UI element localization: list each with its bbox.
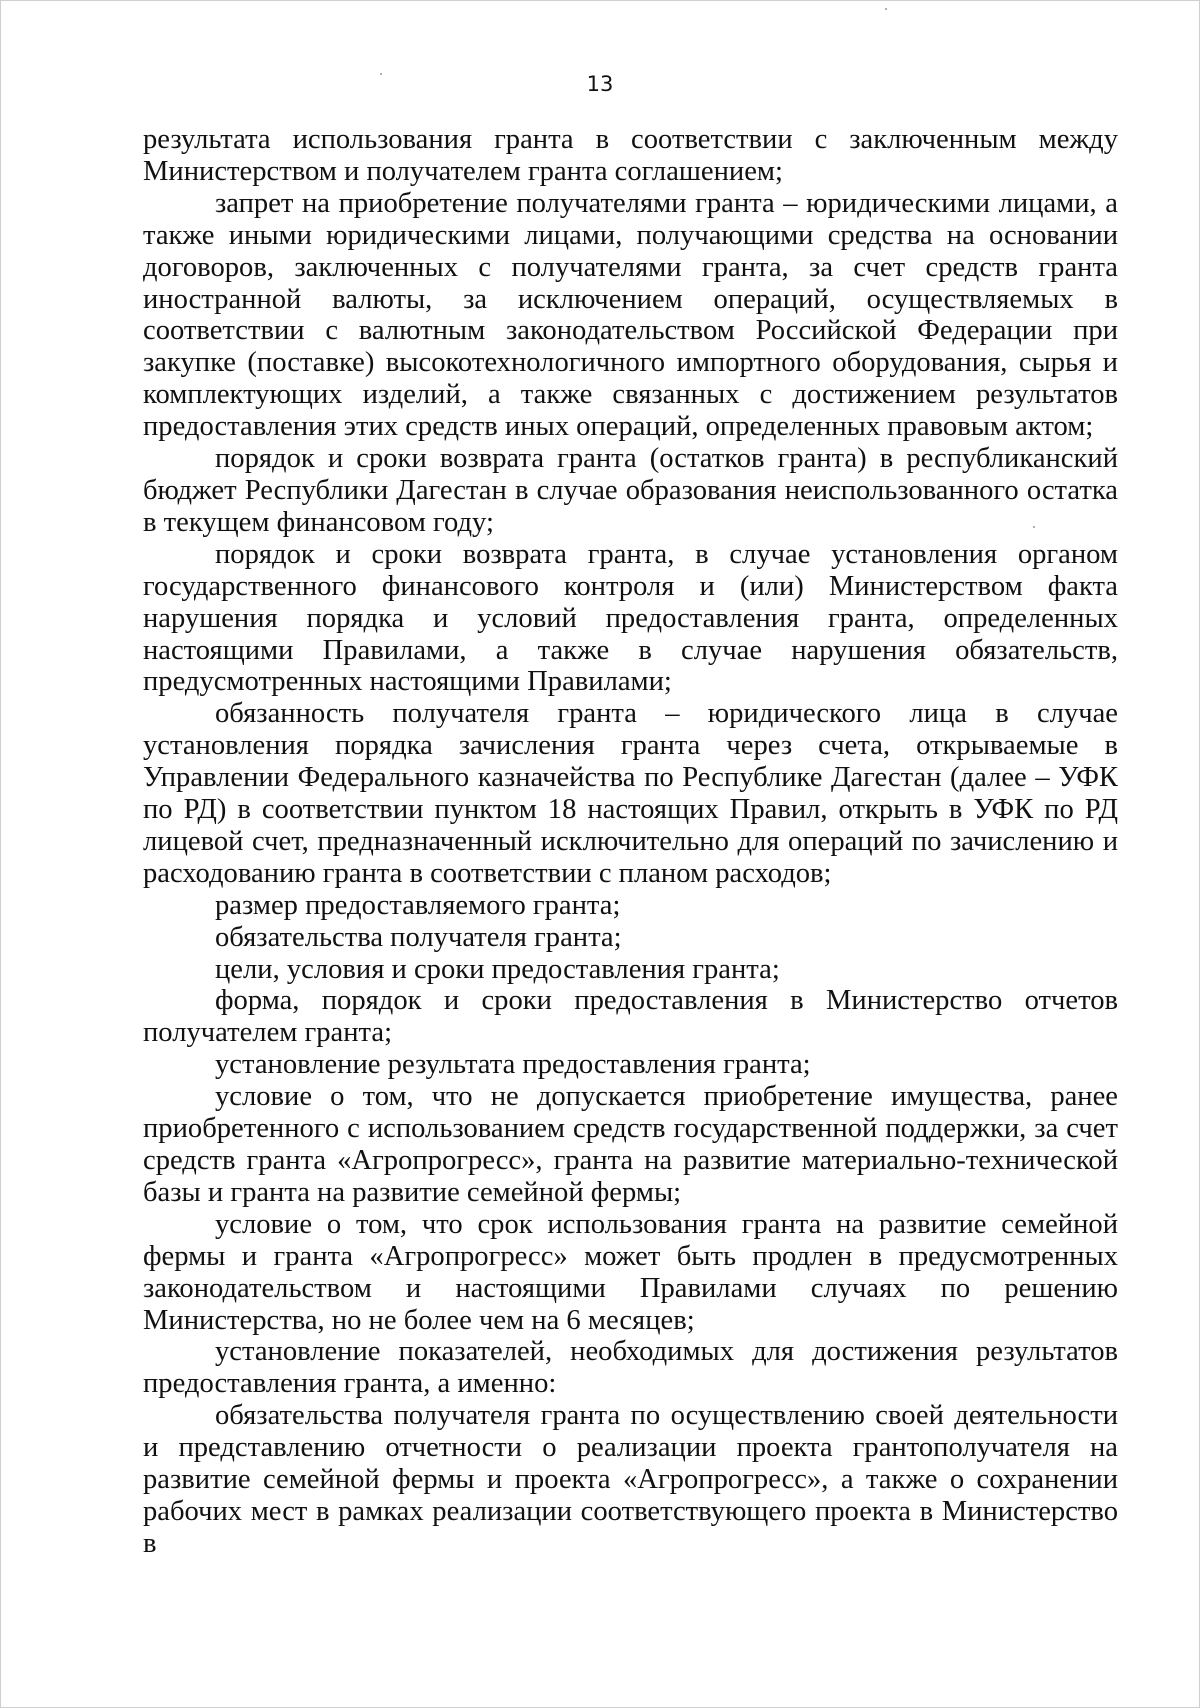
paragraph: установление показателей, необходимых для достижения результатов предоставления гранта, а именно: <box>143 1336 1118 1400</box>
paragraph: установление результата предоставления гранта; <box>215 1049 811 1081</box>
paragraph: обязательства получателя гранта; <box>215 921 622 953</box>
paragraph: порядок и сроки возврата гранта, в случае установления органом государственного финансового контроля и (или) Министерством факта нарушения порядка и условий предоставления гранта, определенных настоящими Правилами, а также в случае нарушения обязательств, предусмотренных настоящими Правилами; <box>143 538 1118 698</box>
page-number: 13 <box>586 72 614 96</box>
paragraph: порядок и сроки возврата гранта (остатков гранта) в республиканский бюджет Республики Дагестан в случае образования неиспользованного остатка в текущем финансовом году; <box>143 443 1118 538</box>
paragraph: обязательства получателя гранта по осуществлению своей деятельности и представлению отчетности о реализации проекта грантополучателя на развитие семейной фермы и проекта «Агропрогресс», а также о сохранении рабочих мест в рамках реализации соответствующего проекта в Министерство в <box>143 1400 1118 1559</box>
paragraph: цели, условия и сроки предоставления гранта; <box>215 953 780 985</box>
paragraph: запрет на приобретение получателями гранта – юридическими лицами, а также иными юридическими лицами, получающими средства на основании договоров, заключенных с получателями гранта, за счет средств гранта иностранной валюты, за исключением операций, осуществляемых в соответствии с валютным законодательством Российской Федерации при закупке (поставке) высокотехнологичного импортного оборудования, сырья и комплектующих изделий, а также связанных с достижением результатов предоставления этих средств иных операций, определенных правовым актом; <box>143 187 1118 443</box>
paragraph: обязанность получателя гранта – юридического лица в случае установления порядка зачисления гранта через счета, открываемые в Управлении Федерального казначейства по Республике Дагестан (далее – УФК по РД) в соответствии пунктом 18 настоящих Правил, открыть в УФК по РД лицевой счет, предназначенный исключительно для операций по зачислению и расходованию гранта в соответствии с планом расходов; <box>143 698 1118 889</box>
scan-speck <box>885 8 887 10</box>
scan-speck <box>380 73 382 75</box>
document-body <box>143 124 1118 1560</box>
paragraph: условие о том, что не допускается приобретение имущества, ранее приобретенного с использованием средств государственной поддержки, за счет средств гранта «Агропрогресс», гранта на развитие материально-технической базы и гранта на развитие семейной фермы; <box>143 1081 1118 1208</box>
scan-speck <box>1033 526 1035 528</box>
paragraph: форма, порядок и сроки предоставления в Министерство отчетов получателем гранта; <box>143 985 1118 1049</box>
paragraph-continuation: результата использования гранта в соответствии с заключенным между Министерством и получателем гранта соглашением; <box>143 124 1118 187</box>
paragraph: условие о том, что срок использования гранта на развитие семейной фермы и гранта «Агропрогресс» может быть продлен в предусмотренных законодательством и настоящими Правилами случаях по решению Министерства, но не более чем на 6 месяцев; <box>143 1208 1118 1336</box>
paragraph: размер предоставляемого гранта; <box>215 889 621 921</box>
